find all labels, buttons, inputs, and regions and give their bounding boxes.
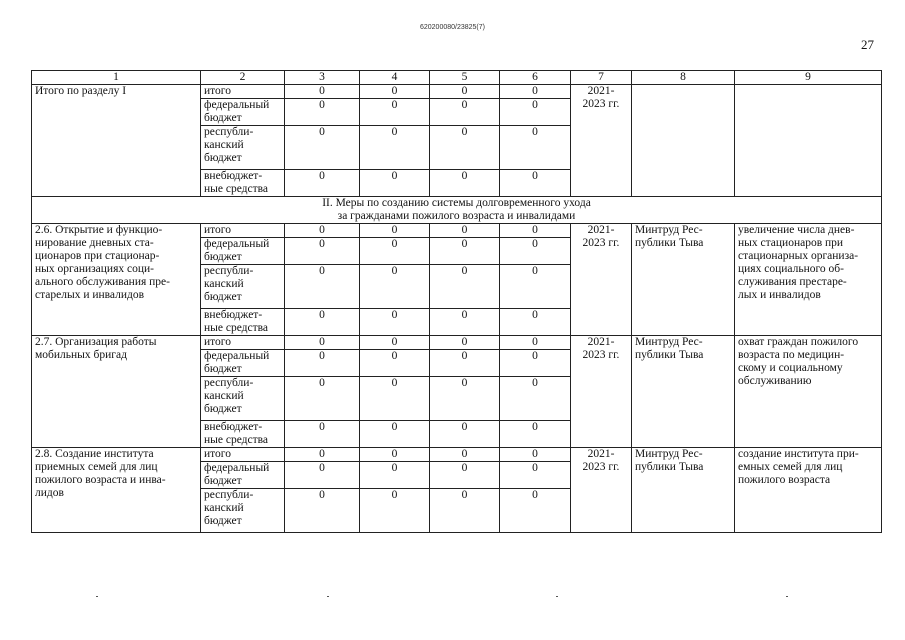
funding-value: 0 — [360, 170, 430, 197]
table-row — [32, 224, 882, 238]
funding-value: 0 — [360, 350, 430, 377]
funding-value: 0 — [430, 170, 500, 197]
funding-value: 0 — [360, 462, 430, 489]
table-row — [32, 336, 882, 350]
period: 2021- 2023 гг. — [571, 336, 632, 448]
funding-value: 0 — [360, 224, 430, 238]
funding-value: 0 — [430, 489, 500, 533]
funding-value: 0 — [500, 309, 571, 336]
funding-value: 0 — [360, 238, 430, 265]
funding-value: 0 — [360, 99, 430, 126]
funding-value: 0 — [500, 99, 571, 126]
funding-value: 0 — [500, 448, 571, 462]
funding-value: 0 — [285, 170, 360, 197]
column-number-5: 5 — [430, 71, 500, 85]
measure-title: 2.6. Открытие и функцио- нирование дневных ста- ционаров при стационар- ных организациях соци- ального обслуживания пре- старелых и инвалидов — [32, 224, 201, 336]
column-number-2: 2 — [201, 71, 285, 85]
funding-value: 0 — [500, 126, 571, 170]
funding-source: внебюджет- ные средства — [201, 421, 285, 448]
funding-value: 0 — [360, 85, 430, 99]
funding-value: 0 — [500, 265, 571, 309]
period: 2021- 2023 гг. — [571, 448, 632, 533]
funding-source: федеральный бюджет — [201, 99, 285, 126]
funding-value: 0 — [360, 377, 430, 421]
executor: Минтруд Рес- публики Тыва — [632, 224, 735, 336]
column-number-4: 4 — [360, 71, 430, 85]
funding-value: 0 — [500, 224, 571, 238]
funding-value: 0 — [500, 489, 571, 533]
funding-value: 0 — [430, 350, 500, 377]
funding-source: федеральный бюджет — [201, 238, 285, 265]
funding-value: 0 — [360, 489, 430, 533]
funding-value: 0 — [360, 265, 430, 309]
funding-source: итого — [201, 224, 285, 238]
funding-value: 0 — [285, 462, 360, 489]
funding-value: 0 — [500, 462, 571, 489]
section-heading: II. Меры по созданию системы долговременного ухода за гражданами пожилого возраста и инвалидами — [32, 197, 882, 224]
funding-value: 0 — [285, 421, 360, 448]
funding-source: внебюджет- ные средства — [201, 170, 285, 197]
page-number: 27 — [861, 37, 874, 52]
funding-value: 0 — [500, 170, 571, 197]
funding-value: 0 — [285, 336, 360, 350]
funding-value: 0 — [430, 85, 500, 99]
expected-result: охват граждан пожилого возраста по медицин- скому и социальному обслуживанию — [735, 336, 882, 448]
funding-source: республи- канский бюджет — [201, 489, 285, 533]
funding-value: 0 — [285, 350, 360, 377]
funding-value: 0 — [430, 336, 500, 350]
funding-value: 0 — [430, 421, 500, 448]
funding-source: республи- канский бюджет — [201, 126, 285, 170]
funding-value: 0 — [430, 377, 500, 421]
measure-title: Итого по разделу I — [32, 85, 201, 197]
funding-source: итого — [201, 85, 285, 99]
funding-source: итого — [201, 336, 285, 350]
funding-value: 0 — [500, 350, 571, 377]
executor — [632, 85, 735, 197]
funding-value: 0 — [500, 238, 571, 265]
funding-value: 0 — [430, 462, 500, 489]
funding-value: 0 — [360, 336, 430, 350]
funding-value: 0 — [285, 99, 360, 126]
table-row — [32, 448, 882, 462]
funding-value: 0 — [430, 99, 500, 126]
funding-value: 0 — [500, 421, 571, 448]
expected-result — [735, 85, 882, 197]
executor: Минтруд Рес- публики Тыва — [632, 448, 735, 533]
column-number-7: 7 — [571, 71, 632, 85]
funding-value: 0 — [430, 265, 500, 309]
funding-value: 0 — [285, 85, 360, 99]
funding-source: республи- канский бюджет — [201, 265, 285, 309]
column-number-3: 3 — [285, 71, 360, 85]
section-heading-row — [32, 197, 882, 224]
funding-value: 0 — [360, 309, 430, 336]
column-number-row — [32, 71, 882, 85]
funding-value: 0 — [500, 377, 571, 421]
document-code: 620200080/23825(7) — [419, 24, 485, 31]
funding-value: 0 — [500, 336, 571, 350]
funding-value: 0 — [285, 224, 360, 238]
funding-source: внебюджет- ные средства — [201, 309, 285, 336]
period: 2021- 2023 гг. — [571, 224, 632, 336]
funding-value: 0 — [285, 377, 360, 421]
funding-value: 0 — [285, 126, 360, 170]
expected-result: увеличение числа днев- ных стационаров при стационарных организа- циях социального об- служивания престаре- лых и инвалидов — [735, 224, 882, 336]
table-row — [32, 85, 882, 99]
funding-value: 0 — [430, 309, 500, 336]
funding-value: 0 — [430, 126, 500, 170]
column-number-9: 9 — [735, 71, 882, 85]
funding-source: федеральный бюджет — [201, 350, 285, 377]
funding-value: 0 — [360, 126, 430, 170]
funding-value: 0 — [285, 238, 360, 265]
funding-value: 0 — [285, 265, 360, 309]
funding-value: 0 — [285, 448, 360, 462]
funding-value: 0 — [500, 85, 571, 99]
column-number-1: 1 — [32, 71, 201, 85]
funding-value: 0 — [430, 238, 500, 265]
funding-value: 0 — [430, 448, 500, 462]
funding-value: 0 — [430, 224, 500, 238]
funding-value: 0 — [360, 448, 430, 462]
executor: Минтруд Рес- публики Тыва — [632, 336, 735, 448]
funding-source: федеральный бюджет — [201, 462, 285, 489]
measure-title: 2.8. Создание института приемных семей для лиц пожилого возраста и инва- лидов — [32, 448, 201, 533]
funding-value: 0 — [285, 309, 360, 336]
funding-source: итого — [201, 448, 285, 462]
funding-value: 0 — [360, 421, 430, 448]
bottom-scan-marks — [0, 596, 905, 600]
expected-result: создание института при- емных семей для лиц пожилого возраста — [735, 448, 882, 533]
column-number-6: 6 — [500, 71, 571, 85]
measures-table — [31, 70, 882, 533]
funding-value: 0 — [285, 489, 360, 533]
measure-title: 2.7. Организация работы мобильных бригад — [32, 336, 201, 448]
period: 2021- 2023 гг. — [571, 85, 632, 197]
funding-source: республи- канский бюджет — [201, 377, 285, 421]
column-number-8: 8 — [632, 71, 735, 85]
